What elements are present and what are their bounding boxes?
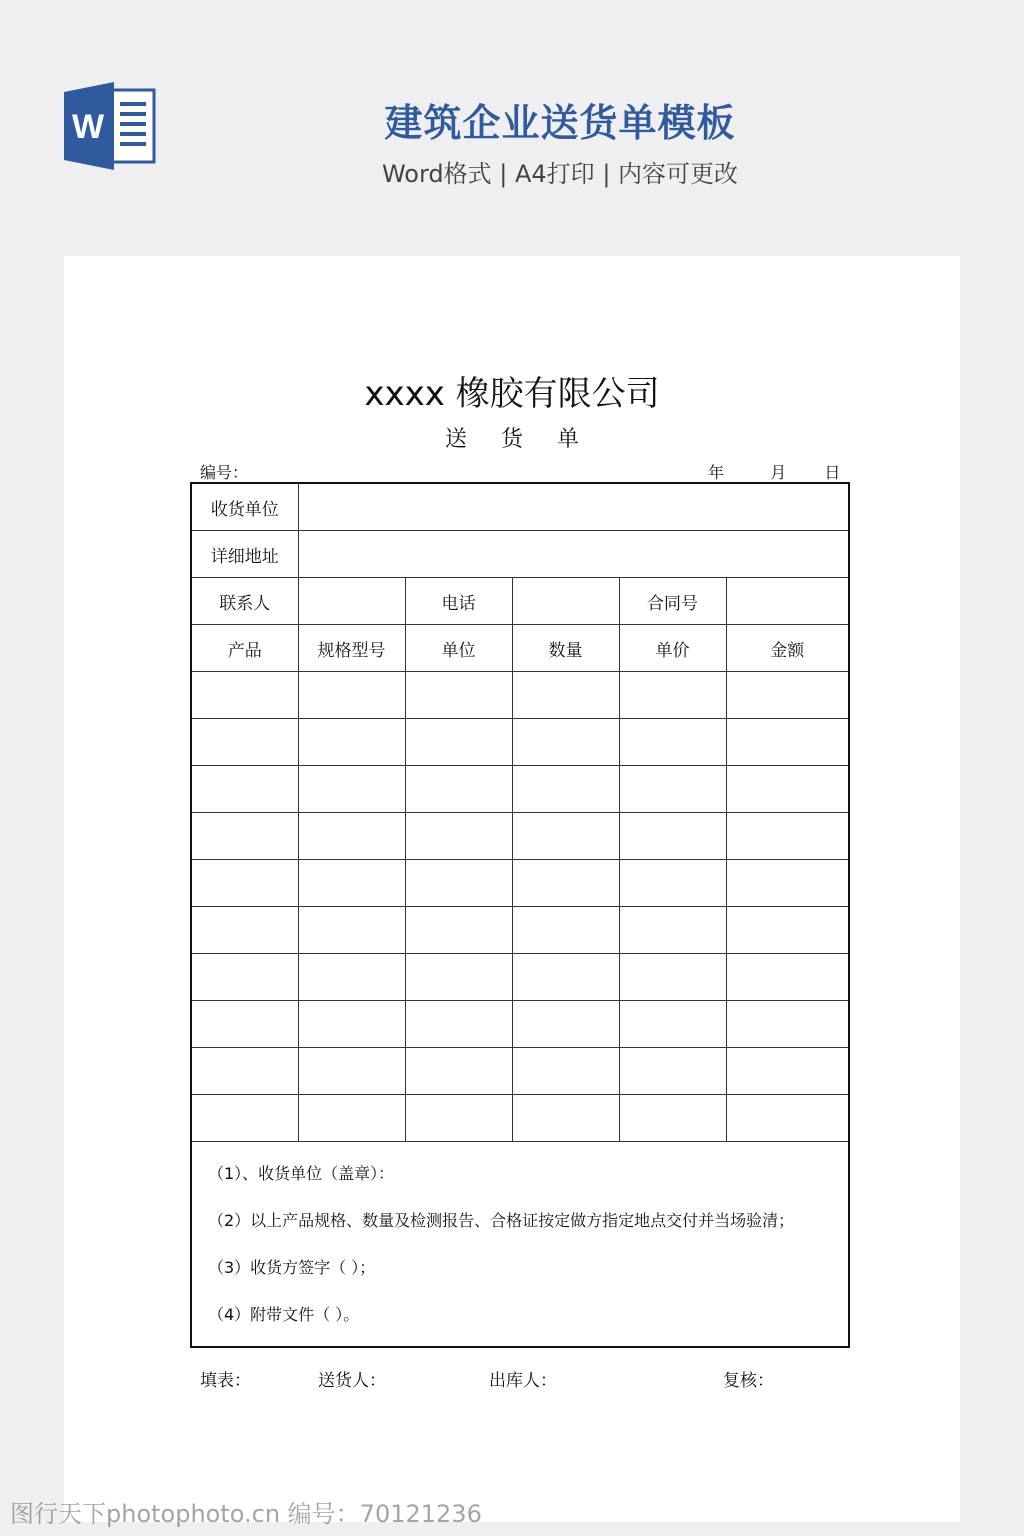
item-cell[interactable] [298, 766, 405, 813]
item-cell[interactable] [191, 1048, 298, 1095]
watermark: 图行天下photophoto.cn 编号：70121236 [10, 1500, 482, 1528]
item-row [191, 954, 849, 1001]
item-row [191, 766, 849, 813]
consignee-label: 收货单位 [191, 483, 298, 531]
col-header-unit-price: 单价 [619, 625, 726, 672]
item-cell[interactable] [298, 907, 405, 954]
warehouse-label: 出库人： [489, 1371, 557, 1391]
page-subtitle: Word格式 | A4打印 | 内容可更改 [381, 160, 739, 188]
item-cell[interactable] [191, 907, 298, 954]
reviewer-label: 复核： [723, 1371, 774, 1391]
col-header-unit: 单位 [405, 625, 512, 672]
item-cell[interactable] [512, 860, 619, 907]
number-label: 编号： [200, 463, 249, 482]
date-year: 年 [708, 463, 725, 482]
date-fields [708, 460, 840, 483]
delivery-form-table [190, 482, 850, 1348]
consignee-field[interactable] [298, 483, 849, 531]
item-cell[interactable] [191, 1095, 298, 1142]
item-cell[interactable] [619, 766, 726, 813]
item-cell[interactable] [405, 1095, 512, 1142]
document-type: 送货单 [444, 427, 613, 452]
contract-no-field[interactable] [726, 578, 849, 625]
note-2: （2）以上产品规格、数量及检测报告、合格证按定做方指定地点交付并当场验清； [208, 1211, 795, 1230]
item-cell[interactable] [298, 1095, 405, 1142]
item-cell[interactable] [726, 719, 849, 766]
filler-label: 填表： [200, 1371, 251, 1391]
item-cell[interactable] [726, 813, 849, 860]
signature-line [0, 1366, 1024, 1390]
item-row [191, 1001, 849, 1048]
item-cell[interactable] [405, 813, 512, 860]
item-cell[interactable] [726, 1001, 849, 1048]
item-cell[interactable] [191, 672, 298, 719]
item-cell[interactable] [191, 954, 298, 1001]
col-header-amount: 金额 [726, 625, 849, 672]
item-cell[interactable] [298, 672, 405, 719]
phone-label: 电话 [405, 578, 512, 625]
item-cell[interactable] [619, 860, 726, 907]
item-cell[interactable] [191, 719, 298, 766]
item-cell[interactable] [512, 766, 619, 813]
address-row [191, 531, 849, 578]
svg-text:W: W [71, 108, 105, 146]
address-label: 详细地址 [191, 531, 298, 578]
note-1: （1）、收货单位（盖章）： [208, 1164, 395, 1183]
notes-row [191, 1142, 849, 1348]
consignee-row [191, 483, 849, 531]
note-3: （3）收货方签字（ ）； [208, 1258, 376, 1277]
col-header-product: 产品 [191, 625, 298, 672]
item-cell[interactable] [405, 719, 512, 766]
item-cell[interactable] [512, 813, 619, 860]
item-cell[interactable] [619, 672, 726, 719]
item-cell[interactable] [298, 813, 405, 860]
item-row [191, 672, 849, 719]
address-field[interactable] [298, 531, 849, 578]
item-cell[interactable] [405, 1048, 512, 1095]
item-cell[interactable] [726, 954, 849, 1001]
note-4: （4）附带文件（ ）。 [208, 1305, 360, 1324]
item-cell[interactable] [619, 1095, 726, 1142]
contact-field[interactable] [298, 578, 405, 625]
item-row [191, 719, 849, 766]
item-cell[interactable] [726, 1048, 849, 1095]
item-cell[interactable] [619, 907, 726, 954]
notes-cell [191, 1142, 849, 1348]
item-row [191, 860, 849, 907]
item-cell[interactable] [512, 954, 619, 1001]
item-cell[interactable] [405, 907, 512, 954]
col-header-spec: 规格型号 [298, 625, 405, 672]
item-cell[interactable] [619, 813, 726, 860]
item-cell[interactable] [619, 719, 726, 766]
item-row [191, 1048, 849, 1095]
item-cell[interactable] [405, 672, 512, 719]
item-cell[interactable] [191, 1001, 298, 1048]
item-cell[interactable] [512, 672, 619, 719]
col-header-quantity: 数量 [512, 625, 619, 672]
item-cell[interactable] [405, 954, 512, 1001]
column-header-row [191, 625, 849, 672]
item-cell[interactable] [298, 719, 405, 766]
item-cell[interactable] [298, 1001, 405, 1048]
item-cell[interactable] [512, 907, 619, 954]
item-cell[interactable] [191, 766, 298, 813]
item-cell[interactable] [726, 672, 849, 719]
item-cell[interactable] [726, 907, 849, 954]
item-cell[interactable] [405, 860, 512, 907]
item-row [191, 813, 849, 860]
item-cell[interactable] [298, 954, 405, 1001]
item-cell[interactable] [512, 1095, 619, 1142]
item-cell[interactable] [298, 860, 405, 907]
date-month: 月 [770, 463, 787, 482]
item-cell[interactable] [512, 719, 619, 766]
page-title: 建筑企业送货单模板 [384, 101, 736, 145]
contract-no-label: 合同号 [619, 578, 726, 625]
item-cell[interactable] [405, 1001, 512, 1048]
date-day: 日 [824, 463, 841, 482]
item-cell[interactable] [512, 1048, 619, 1095]
contact-label: 联系人 [191, 578, 298, 625]
item-cell[interactable] [726, 1095, 849, 1142]
deliverer-label: 送货人： [318, 1371, 386, 1391]
item-cell[interactable] [191, 860, 298, 907]
item-cell[interactable] [619, 1001, 726, 1048]
company-name: xxxx 橡胶有限公司 [364, 374, 660, 414]
item-cell[interactable] [405, 766, 512, 813]
item-cell[interactable] [619, 1048, 726, 1095]
item-row [191, 907, 849, 954]
item-cell[interactable] [512, 1001, 619, 1048]
phone-field[interactable] [512, 578, 619, 625]
item-row [191, 1095, 849, 1142]
word-icon [64, 82, 156, 170]
item-cell[interactable] [726, 860, 849, 907]
contact-row [191, 578, 849, 625]
item-cell[interactable] [191, 813, 298, 860]
item-cell[interactable] [619, 954, 726, 1001]
item-cell[interactable] [298, 1048, 405, 1095]
item-cell[interactable] [726, 766, 849, 813]
